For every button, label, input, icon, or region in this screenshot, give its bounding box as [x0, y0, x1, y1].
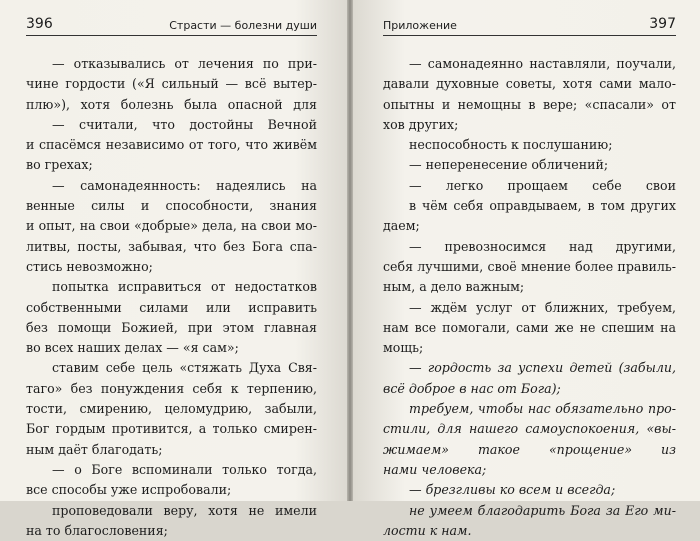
text-line: ным, а дело важным;: [383, 279, 525, 295]
text-line: чине гордости («Я сильный — всё вытер-: [26, 76, 317, 92]
text-line: даем;: [383, 218, 420, 234]
paragraph: [383, 399, 676, 480]
text-line: требуем, чтобы нас обязательно про-: [409, 401, 676, 417]
right-page-number: 397: [649, 16, 676, 32]
paragraph: [383, 237, 676, 298]
text-line: — о Боге вспоминали только тогда,: [52, 461, 317, 477]
paragraph: [26, 115, 317, 176]
text-line: — самонадеянность: надеялись на: [52, 177, 317, 193]
text-line: во всех наших делах — «я сам»;: [26, 340, 239, 356]
text-line: мощь;: [383, 340, 424, 356]
text-line: — самонадеянно наставляли, поучали,: [409, 56, 676, 71]
left-running-title: Страсти — болезни души: [169, 19, 317, 32]
text-line: себя лучшими, своё мнение более правиль-: [383, 258, 676, 274]
paragraph: [383, 501, 676, 541]
text-line: давали духовные советы, хотя сами мало-: [383, 76, 676, 92]
paragraph: [383, 176, 676, 196]
right-running-head: [383, 10, 676, 36]
left-page: [0, 0, 347, 538]
text-line: на то благословения;: [26, 522, 168, 538]
paragraph: [26, 277, 317, 358]
left-page-number: 396: [26, 16, 53, 32]
text-line: попытка исправиться от недостатков: [52, 279, 317, 295]
right-page-text: [383, 54, 676, 541]
text-line: стись невозможно;: [26, 258, 153, 274]
paragraph: [383, 358, 676, 399]
text-line: опытны и немощны в вере; «спасали» от: [383, 96, 676, 112]
text-line: и опыт, на свои «добрые» дела, на свои мо-: [26, 218, 317, 234]
text-line: и спасёмся независимо от того, что живём: [26, 137, 317, 153]
text-line: во грехах;: [26, 157, 93, 173]
paragraph: [383, 480, 676, 500]
paragraph: [383, 298, 676, 359]
paragraph: [26, 460, 317, 501]
text-line: не умеем благодарить Бога за Его ми-: [409, 502, 676, 518]
text-line: стили, для нашего самоуспокоения, «вы-: [383, 421, 676, 437]
text-line: — легко прощаем себе свои: [409, 177, 676, 193]
paragraph: [26, 358, 317, 459]
paragraph: [383, 54, 676, 135]
text-line: литвы, посты, забывая, что без Бога спа-: [26, 238, 317, 254]
text-line: венные силы и способности, знания: [26, 198, 317, 214]
text-line: — гордость за успехи детей (забыли,: [409, 360, 676, 376]
text-line: плю»), хотя болезнь была опасной для: [26, 96, 317, 112]
text-line: тости, смирению, целомудрию, забыли,: [26, 401, 317, 417]
paragraph: [383, 155, 676, 175]
text-line: — превозносимся над другими,: [409, 238, 676, 254]
text-line: — неперенесение обличений;: [409, 157, 609, 173]
text-line: Бог гордым противится, а только смирен-: [26, 421, 317, 437]
left-running-head: [26, 10, 317, 36]
text-line: все способы уже испробовали;: [26, 482, 232, 498]
text-line: собственными силами или исправить: [26, 299, 317, 315]
text-line: в чём себя оправдываем, в том других: [409, 198, 676, 214]
text-line: проповедовали веру, хотя не имели: [52, 502, 317, 518]
text-line: всё доброе в нас от Бога);: [383, 380, 561, 396]
paragraph: [26, 54, 317, 115]
text-line: — брезгливы ко всем и всегда;: [409, 482, 616, 498]
paragraph: [26, 501, 317, 541]
text-line: таго» без понуждения себя к терпению,: [26, 380, 317, 396]
paragraph: [26, 176, 317, 277]
text-line: хов других;: [383, 116, 459, 132]
paragraph: [383, 135, 676, 155]
text-line: — ждём услуг от ближних, требуем,: [409, 299, 676, 315]
text-line: ным даёт благодать;: [26, 441, 163, 457]
text-line: — считали, что достойны Вечной: [52, 116, 317, 132]
paragraph: [383, 196, 676, 237]
left-page-text: [26, 54, 317, 541]
text-line: нами человека;: [383, 461, 487, 477]
text-line: нам все помогали, сами же не спешим на: [383, 319, 676, 335]
text-line: жимаем» такое «прощение» из: [383, 441, 676, 457]
text-line: — отказывались от лечения по при-: [52, 56, 317, 71]
text-line: ставим себе цель «стяжать Духа Свя-: [52, 360, 317, 376]
right-page: [353, 0, 700, 538]
text-line: неспособность к послушанию;: [409, 137, 613, 153]
right-running-title: Приложение: [383, 19, 457, 32]
text-line: лости к нам.: [383, 522, 472, 538]
text-line: без помощи Божией, при этом главная: [26, 319, 317, 335]
